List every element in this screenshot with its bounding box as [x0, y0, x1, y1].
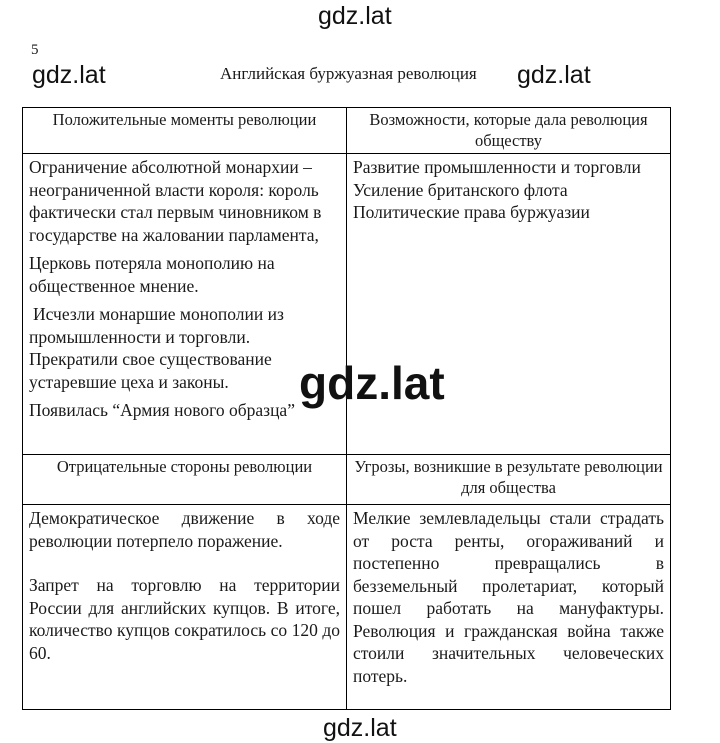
negative-item: Демократическое движение в ходе революции потерпело поражение.	[29, 508, 340, 551]
table-header-row	[23, 455, 671, 505]
opportunity-item: Усиление британского флота	[353, 179, 568, 200]
threat-item: Мелкие землевладельцы стали страдать от роста ренты, огораживаний и постепенно превращались в безземельный пролетариат, который пошел работать на мануфактуры. Революция и гражданская война также стоили значительных человеческих потерь.	[353, 508, 664, 686]
positive-item: Прекратили свое существование устаревшие цеха и законы.	[29, 349, 272, 392]
threats-cell	[347, 505, 671, 710]
header-opportunities: Возможности, которые дала революция обществу	[347, 108, 671, 154]
positive-item: Церковь потеряла монополию на общественное мнение.	[29, 253, 275, 296]
header-threats: Угрозы, возникшие в результате революции для общества	[347, 455, 671, 505]
negative-item: Запрет на торговлю на территории России для английских купцов. В итоге, количество купцов сократилось со 120 до 60.	[29, 575, 340, 663]
positive-item: Появилась “Армия нового образца”	[29, 400, 295, 420]
document-title: Английская буржуазная революция	[220, 64, 477, 83]
positive-cell	[23, 154, 347, 455]
watermark-bottom: gdz.lat	[323, 714, 397, 742]
watermark-right: gdz.lat	[517, 61, 591, 89]
opportunity-item: Развитие промышленности и торговли	[353, 157, 641, 177]
watermark-center: gdz.lat	[299, 357, 445, 409]
table-row	[23, 505, 671, 710]
negative-cell	[23, 505, 347, 710]
header-negative: Отрицательные стороны революции	[23, 455, 347, 505]
page-number: 5	[31, 42, 39, 58]
watermark-top: gdz.lat	[318, 2, 392, 30]
table-header-row	[23, 108, 671, 154]
opportunity-item: Политические права буржуазии	[353, 202, 590, 222]
positive-item: Исчезли монаршие монополии из промышленности и торговли.	[29, 304, 284, 347]
header-positive: Положительные моменты революции	[23, 108, 347, 154]
positive-item: Ограничение абсолютной монархии – неограниченной власти короля: король фактически стал первым чиновником в государстве на жаловании парламента,	[29, 157, 322, 245]
watermark-left: gdz.lat	[32, 61, 106, 89]
